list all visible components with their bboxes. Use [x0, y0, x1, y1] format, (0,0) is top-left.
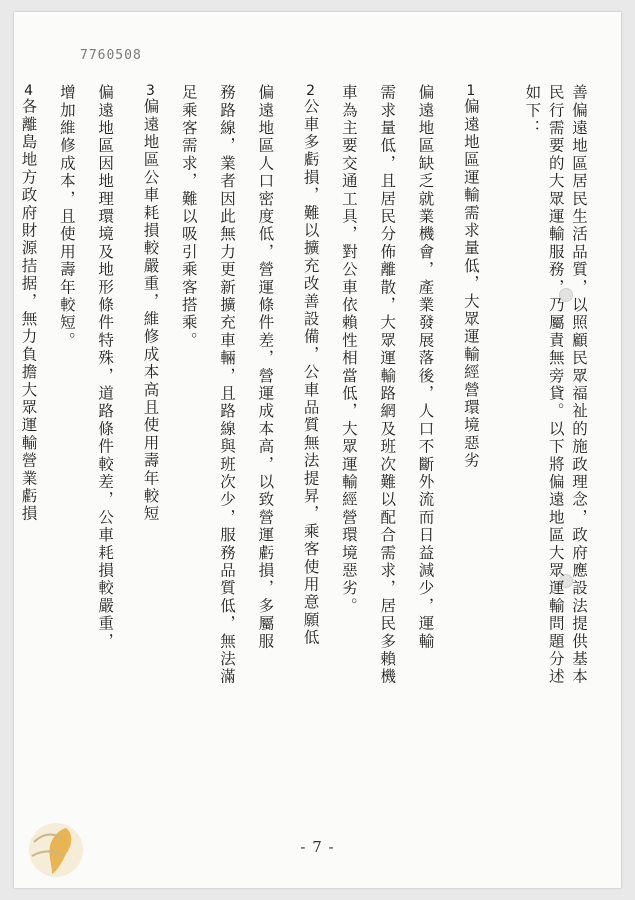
line-text: 偏遠地區因地理環境及地形條件特殊，道路條件較差，公車耗損較嚴重，	[96, 84, 115, 651]
archive-logo-icon	[22, 812, 94, 882]
document-body	[19, 84, 590, 844]
text-line	[93, 84, 138, 844]
line-text: 需求量低，且居民分佈離散，大眾運輸路網及班次難以配合需求，居民多賴機	[378, 84, 397, 686]
section-heading	[16, 84, 54, 844]
line-text: 民行需要的大眾運輸服務，乃屬責無旁貸。以下將偏遠地區大眾運輸問題分述	[546, 84, 565, 686]
line-text: 善偏遠地區居民生活品質，以照顧民眾福祉的施政理念，政府應設法提供基本	[570, 84, 588, 686]
text-line	[520, 84, 543, 844]
text-line	[337, 84, 375, 844]
line-text: 各離島地方政府財源拮据，無力負擔大眾運輸營業虧損	[19, 98, 38, 523]
text-line	[413, 84, 458, 844]
line-text: 務路線，業者因此無力更新擴充車輛，且路線與班次少，服務品質低，無法滿	[218, 84, 237, 686]
page-number: - 7 -	[300, 838, 335, 856]
text-line	[55, 84, 93, 844]
line-text: 足乘客需求，難以吸引乘客搭乘。	[179, 84, 198, 350]
section-number: 4	[24, 84, 33, 98]
text-line	[215, 84, 253, 844]
line-text: 偏遠地區缺乏就業機會，產業發展落後，人口不斷外流而日益減少，運輸	[416, 84, 435, 651]
section-heading	[138, 84, 176, 844]
text-line	[543, 84, 566, 844]
serial-number: 7760508	[80, 48, 142, 63]
text-line	[0, 84, 16, 844]
line-text	[500, 84, 518, 91]
section-number: 1	[466, 84, 476, 98]
text-line	[567, 84, 590, 844]
text-line	[497, 84, 520, 844]
line-text: 偏遠地區公車耗損較嚴重，維修成本高且使用壽年較短	[141, 98, 160, 523]
line-text: 偏遠地區人口密度低，營運條件差，營運成本高，以致營運虧損，多屬服	[256, 84, 275, 651]
line-text: 增加維修成本，且使用壽年較短。	[57, 84, 76, 350]
line-text: 偏遠地區運輸需求量低，大眾運輸經營環境惡劣	[461, 98, 480, 470]
document-page	[14, 12, 621, 888]
line-text: 車為主要交通工具，對公車依賴性相當低，大眾運輸經營環境惡劣。	[339, 84, 358, 615]
section-number: 2	[306, 84, 316, 98]
text-line	[253, 84, 298, 844]
text-line	[375, 84, 413, 844]
line-text: 如下：	[523, 84, 542, 138]
text-line	[176, 84, 214, 844]
section-number: 3	[145, 84, 155, 98]
section-heading	[298, 84, 336, 844]
line-text: 公車多虧損，難以擴充改善設備，公車品質無法提昇，乘客使用意願低	[301, 98, 320, 647]
section-heading	[459, 84, 497, 844]
